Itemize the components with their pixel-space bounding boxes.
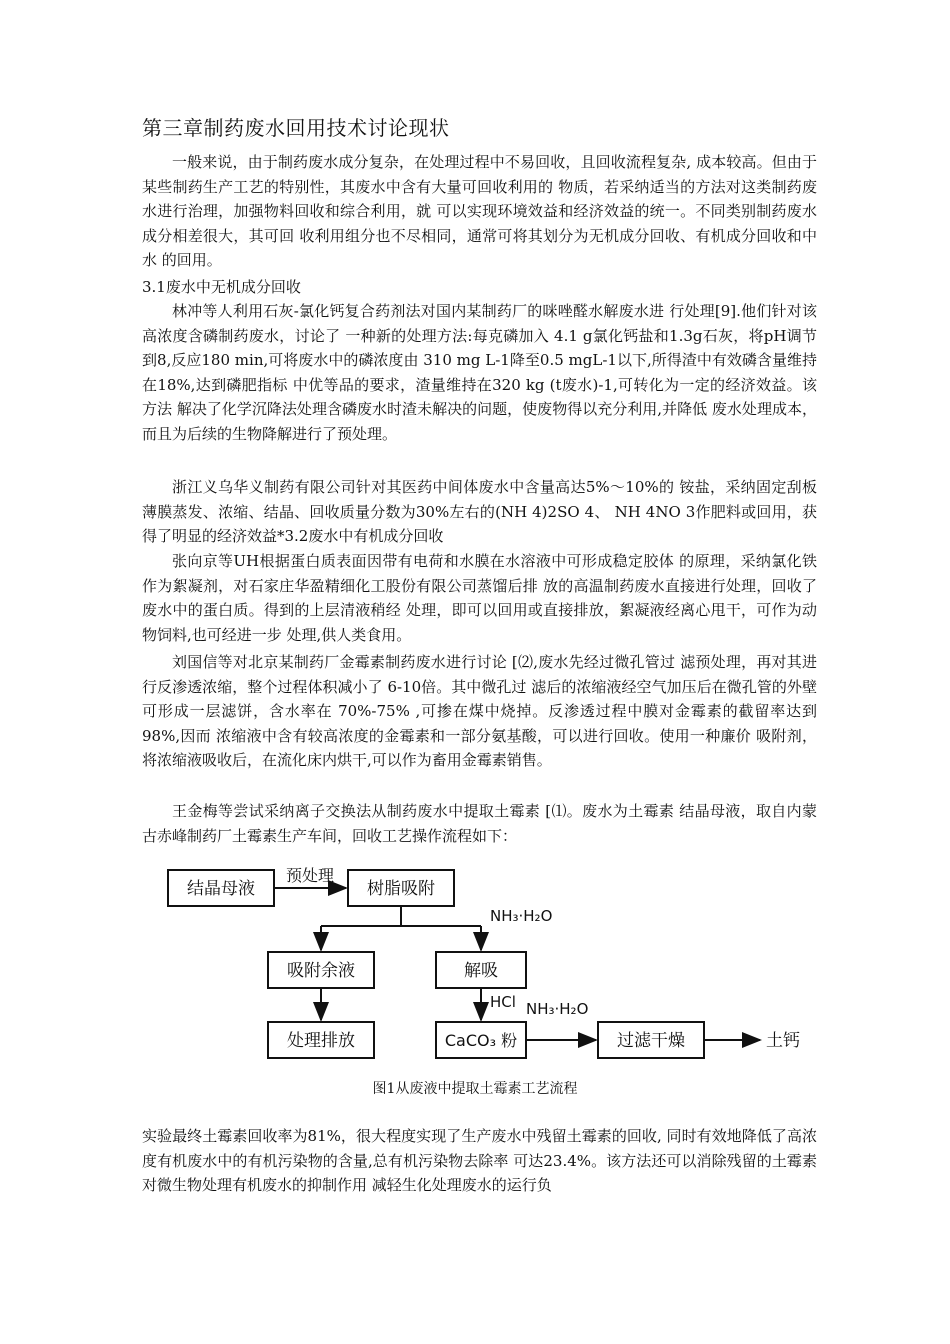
paragraph-ammonium-recovery: 浙江义乌华义制药有限公司针对其医药中间体废水中含量高达5%〜10%的 铵盐，采纳固定刮板薄膜蒸发、浓缩、结晶、回收质量分数为30%左右的(NH 4)2SO 4、 NH 4NO 3作肥料或回用，获得了明显的经济效益*3.2废水中有机成分回收 — [142, 478, 817, 545]
label-product: 土钙 — [766, 1031, 800, 1051]
paragraph-phosphorus-recovery: 林冲等人利用石灰-氯化钙复合药剂法对国内某制药厂的咪唑醛水解废水进 行处理[9].他们针对该高浓度含磷制药废水，讨论了 一种新的处理方法:每克磷加入 4.1 g氯化钙盐和1.3g石灰，将pH调节到8,反应180 min,可将废水中的磷浓度由 310 mg L-1降至0.5 mgL-1以下,所得渣中有效磷含量维持在18%,达到磷肥指标 中优等品的要求，渣量维持在320 kg (t废水)-1,可转化为一定的经济效益。该方法 解决了化学沉降法处理含磷废水时渣未解决的问题，使废物得以充分利用,并降低 废水处理成本，而且为后续的生物降解进行了预处理。 — [142, 302, 817, 443]
paragraph-results: 实验最终土霉素回收率为81%，很大程度实现了生产废水中残留土霉素的回收, 同时有效地降低了高浓度有机废水中的有机污染物的含量,总有机污染物去除率 可达23.4%。该方法还可以消除残留的土霉素对微生物处理有机废水的抑制作用 减轻生化处理废水的运行负 — [142, 1127, 817, 1194]
label-hcl: HCl — [490, 993, 516, 1011]
paragraph-oxytetracycline-intro: 王金梅等尝试采纳离子交换法从制药废水中提取土霉素 [⑴。废水为土霉素 结晶母液，取自内蒙古赤峰制药厂土霉素生产车间，回收工艺操作流程如下： — [142, 802, 817, 845]
chapter-title: 第三章制药废水回用技术讨论现状 — [142, 116, 450, 140]
paragraph-aureomycin-recovery: 刘国信等对北京某制药厂金霉素制药废水进行讨论 [⑵,废水先经过微孔管过 滤预处理，再对其进行反渗透浓缩，整个过程体积减小了 6-10倍。其中微孔过 滤后的浓缩液经空气加压后在微孔管的外壁可形成一层滤饼，含水率在 70%-75% ,可掺在煤中烧掉。反渗透过程中膜对金霉素的截留率达到98%,因而 浓缩液中含有较高浓度的金霉素和一部分氨基酸，可以进行回收。使用一种廉价 吸附剂，将浓缩液吸收后，在流化床内烘干,可以作为畜用金霉素销售。 — [142, 653, 817, 769]
label-filter-dry: 过滤干燥 — [617, 1031, 685, 1051]
label-mother-liquor: 结晶母液 — [187, 879, 255, 899]
label-pretreatment: 预处理 — [285, 866, 335, 885]
figure-caption: 图1从废液中提取土霉素工艺流程 — [372, 1081, 578, 1097]
label-nh3-h2o-2: NH₃·H₂O — [526, 1000, 589, 1018]
section-heading-3-1: 3.1废水中无机成分回收 — [142, 278, 301, 296]
label-nh3-h2o-1: NH₃·H₂O — [490, 907, 553, 925]
label-resin-adsorption: 树脂吸附 — [367, 879, 435, 899]
label-desorption: 解吸 — [464, 961, 498, 981]
process-flow-diagram — [160, 862, 800, 1072]
label-caco3-powder: CaCO₃ 粉 — [444, 1031, 518, 1050]
label-discharge: 处理排放 — [287, 1031, 355, 1051]
label-residual-liquid: 吸附余液 — [287, 961, 355, 981]
paragraph-protein-recovery: 张向京等UH根据蛋白质表面因带有电荷和水膜在水溶液中可形成稳定胶体 的原理，采纳氯化铁作为絮凝剂，对石家庄华盈精细化工股份有限公司蒸馏后排 放的高温制药废水直接进行处理，回收了废水中的蛋白质。得到的上层清液稍经 处理，即可以回用或直接排放，絮凝液经离心甩干，可作为动物饲料,也可经进一步 处理,供人类食用。 — [142, 552, 817, 644]
intro-paragraph: 一般来说，由于制药废水成分复杂，在处理过程中不易回收，且回收流程复杂, 成本较高。但由于某些制药生产工艺的特别性，其废水中含有大量可回收利用的 物质，若采纳适当的方法对这类制药废水进行治理，加强物料回收和综合利用，就 可以实现环境效益和经济效益的统一。不同类别制药废水成分相差很大，其可回 收利用组分也不尽相同，通常可将其划分为无机成分回收、有机成分回收和中水 的回用。 — [142, 153, 817, 269]
